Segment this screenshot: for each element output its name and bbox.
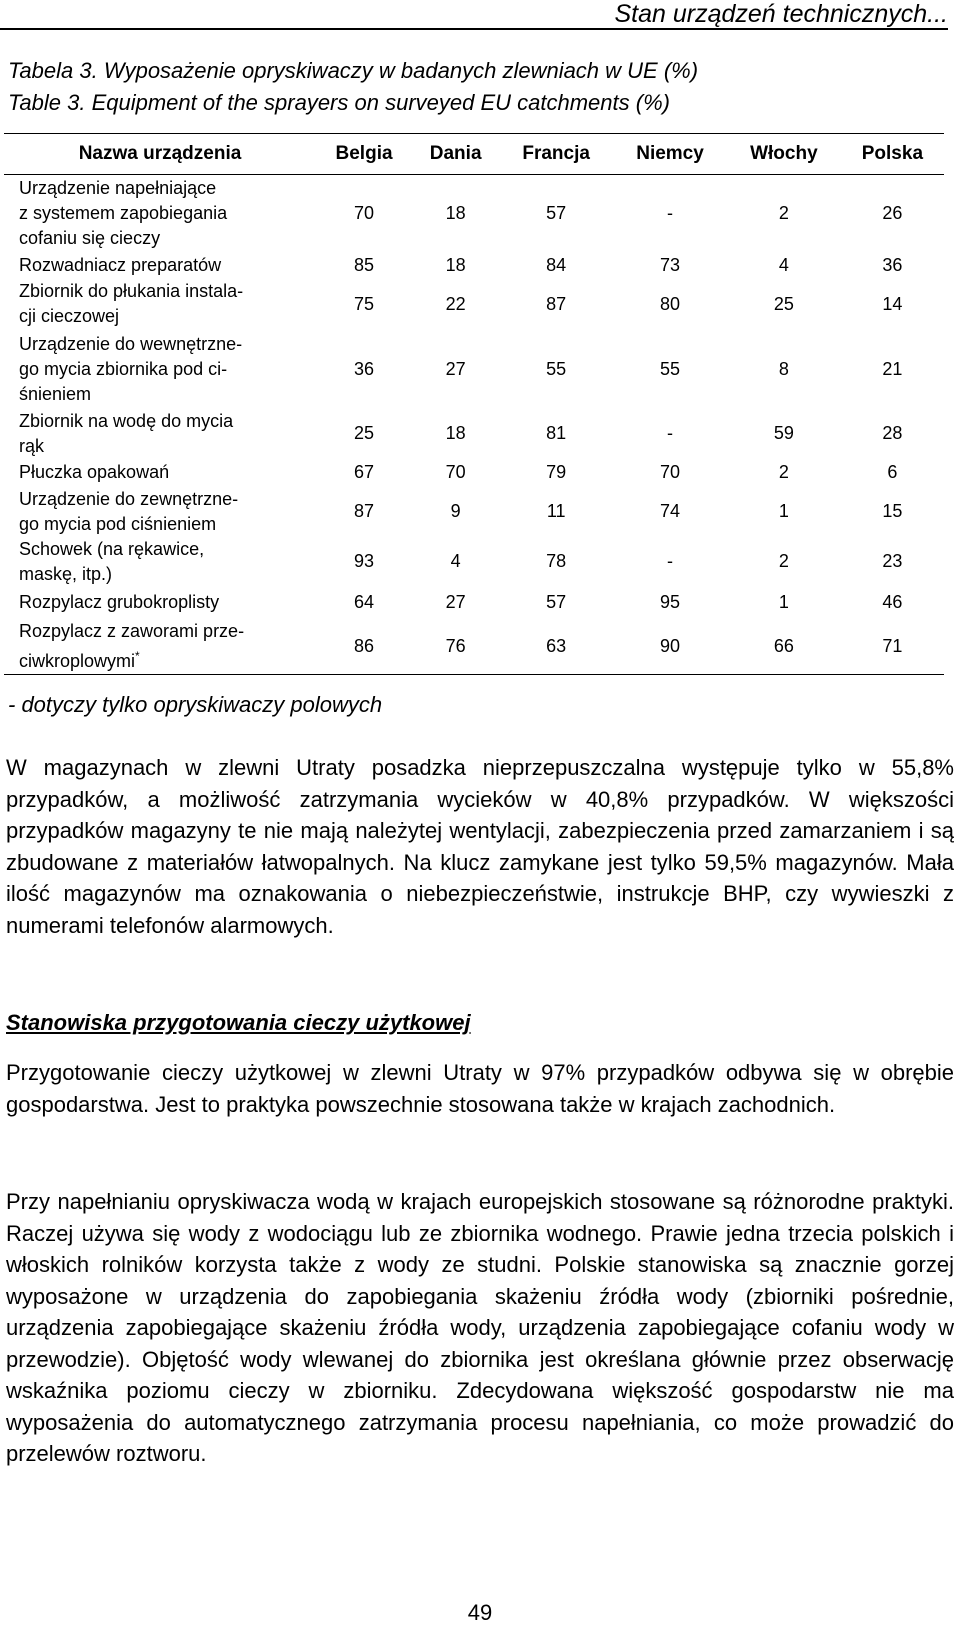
table-cell: 18 [445,254,466,275]
row-label [4,175,316,253]
column-header: Nazwa urządzenia [4,134,316,175]
table-header-row [4,134,944,175]
table-row [4,619,944,675]
footnote-marker: * [135,648,140,663]
column-header: Włochy [727,134,841,175]
table-row [4,537,944,587]
row-label [4,409,316,459]
table-cell: 23 [882,551,903,571]
row-label-line: go mycia pod ciśnieniem [19,513,217,534]
table-cell: 55 [660,359,681,379]
row-label-line: z systemem zapobiegania [19,203,228,224]
table-cell: 57 [546,592,567,612]
table-row [4,278,944,331]
table-cell: 87 [354,501,375,521]
row-label [4,278,316,331]
row-label-line: Urządzenie do wewnętrzne- [19,334,243,354]
table-cell: 1 [778,592,789,612]
row-label-line: cofaniu się cieczy [19,228,161,249]
row-label [4,253,316,278]
table-cell: 21 [882,359,903,379]
table-row [4,459,944,487]
section-heading: Stanowiska przygotowania cieczy użytkowej [6,1010,471,1035]
row-label-line: Schowek (na rękawice, [19,538,205,559]
table-cell: 18 [445,203,466,224]
equipment-table [4,133,944,675]
table-cell: 27 [445,592,466,612]
table-caption-pl: Tabela 3. Wyposażenie opryskiwaczy w badanych zlewniach w UE (%) [8,58,699,83]
table-cell: 27 [445,359,466,379]
table-cell: 25 [354,423,375,443]
table-body [4,175,944,675]
table-cell: 90 [613,619,727,675]
table-cell: 2 [778,551,789,571]
row-label [4,487,316,537]
row-label [4,459,316,487]
row-label-line: Płuczka opakowań [19,462,170,482]
column-header: Belgia [316,134,412,175]
row-label [4,331,316,409]
table-cell: 84 [546,254,567,275]
table-cell: 93 [354,551,375,571]
paragraph-storage: W magazynach w zlewni Utraty posadzka nieprzepuszczalna występuje tylko w 55,8% przypadków, a możliwość zatrzymania wycieków w 40,8% przypadków. W większości przypadków magazyny te nie mają należytej wentylacji, zabezpieczenia przed zamarzaniem i są zbudowane z materiałów łatwopalnych. Na klucz zamykane jest tylko 59,5% magazynów. Mała ilość magazynów ma oznakowania o niebezpieczeństwie, instrukcje BHP, czy wywieszki z numerami telefonów alarmowych. [6,755,954,938]
table-row [4,587,944,619]
row-label-line: Rozpylacz grubokroplisty [19,592,220,612]
row-label-line: rąk [19,435,45,456]
table-cell: 70 [660,462,681,482]
paragraph-preparation: Przygotowanie cieczy użytkowej w zlewni Utraty w 97% przypadków odbywa się w obrębie gospodarstwa. Jest to praktyka powszechnie stosowana także w krajach zachodnich. [6,1060,954,1117]
page-number: 49 [467,1600,493,1625]
table-cell: 80 [660,293,681,314]
table-cell: 26 [882,203,903,224]
row-label-line: Rozwadniacz preparatów [19,254,222,275]
table-row [4,253,944,278]
table-cell: 2 [778,462,789,482]
table-cell: 1 [778,501,789,521]
row-label-line: Urządzenie do zewnętrzne- [19,488,239,509]
table-cell: 81 [546,423,567,443]
table-cell: - [667,423,674,443]
table-cell: 95 [660,592,681,612]
column-header: Francja [499,134,613,175]
column-header: Dania [412,134,499,175]
row-label-line: Urządzenie napełniające [19,178,217,199]
table-cell: 25 [773,293,794,314]
table-cell: 70 [354,203,375,224]
table-cell: 14 [882,293,903,314]
row-label [4,619,316,675]
table-cell: 64 [354,592,375,612]
table-row [4,175,944,253]
table-cell: - [667,203,674,224]
table-cell: 76 [412,619,499,675]
table-row [4,487,944,537]
table-cell: 15 [882,501,903,521]
running-header: Stan urządzeń technicznych... [0,0,948,30]
table-footnote: - dotyczy tylko opryskiwaczy polowych [8,692,383,717]
table-cell: 9 [450,501,461,521]
table-cell: 85 [354,254,375,275]
row-label-line: Zbiornik do płukania instala- [19,281,244,301]
table-row [4,331,944,409]
table-cell: 70 [445,462,466,482]
table-caption-en: Table 3. Equipment of the sprayers on surveyed EU catchments (%) [8,90,670,115]
table-cell: 18 [445,423,466,443]
row-label-line: go mycia zbiornika pod ci- [19,359,228,379]
row-label [4,537,316,587]
table-cell: 46 [882,592,903,612]
table-cell: 4 [778,254,789,275]
table-cell: 73 [660,254,681,275]
table-cell: 36 [882,254,903,275]
table-cell: 78 [546,551,567,571]
row-label-line: ciwkroplowymi [19,650,136,671]
table-cell: 63 [499,619,613,675]
table-cell: 75 [354,293,375,314]
table-cell: 2 [778,203,789,224]
row-label-line: maskę, itp.) [19,563,113,584]
row-label-line: Rozpylacz z zaworami prze- [19,620,245,641]
table-cell: 71 [841,619,944,675]
table-cell: 36 [354,359,375,379]
table-cell: 8 [778,359,789,379]
table-row [4,409,944,459]
table-cell: 4 [450,551,461,571]
paragraph-filling: Przy napełnianiu opryskiwacza wodą w krajach europejskich stosowane są różnorodne praktyki. Raczej używa się wody z wodociągu lub ze zbiornika wodnego. Prawie jedna trzecia polskich i włoskich rolników korzysta także z wody ze studni. Polskie stanowiska są znacznie gorzej wyposażone w urządzenia do zapobiegania skażeniu źródła wody (zbiorniki pośrednie, urządzenia zapobiegające skażeniu źródła wody, urządzenia zapobiegające cofaniu wody w przewodzie). Objętość wody wlewanej do zbiornika jest określana głównie przez obserwację wskaźnika poziomu cieczy w zbiorniku. Zdecydowana większość gospodarstw nie ma wyposażenia do automatycznego zatrzymania procesu napełniania, co może prowadzić do przelewów roztworu. [6,1189,954,1466]
column-header: Polska [841,134,944,175]
table-cell: 28 [882,423,903,443]
row-label-line: śnieniem [19,384,92,404]
table-cell: 55 [546,359,567,379]
table-cell: 87 [546,293,567,314]
row-label-line: cji cieczowej [19,306,120,326]
table-cell: 6 [887,462,898,482]
column-header: Niemcy [613,134,727,175]
table-cell: 86 [316,619,412,675]
table-cell: - [667,551,674,571]
table-cell: 22 [445,293,466,314]
table-cell: 59 [773,423,794,443]
table-cell: 67 [354,462,375,482]
row-label-line: Zbiornik na wodę do mycia [19,410,234,431]
row-label [4,587,316,619]
table-cell: 11 [546,501,566,521]
table-cell: 57 [546,203,567,224]
table-cell: 74 [660,501,681,521]
table-cell: 66 [727,619,841,675]
table-cell: 79 [546,462,567,482]
